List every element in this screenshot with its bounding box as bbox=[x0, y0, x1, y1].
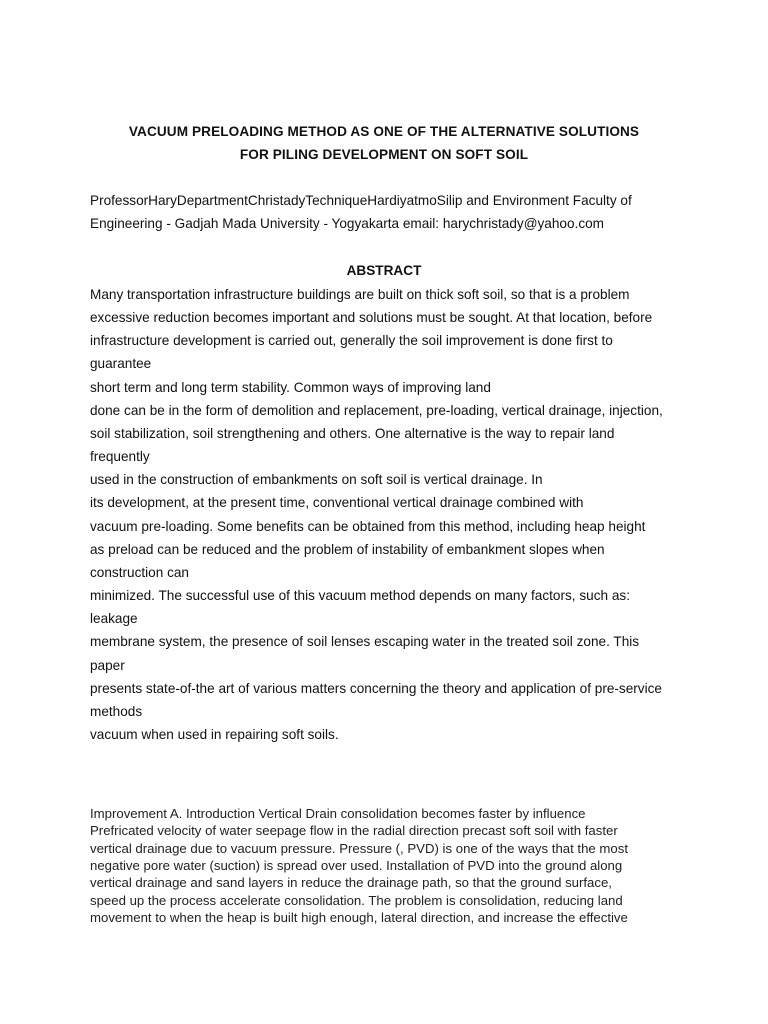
abstract-line: paper bbox=[90, 657, 125, 673]
author-affiliation bbox=[90, 189, 710, 236]
abstract-line: done can be in the form of demolition and replacement, pre-loading, vertical drainage, injection, bbox=[90, 402, 663, 418]
abstract-line: short term and long term stability. Common ways of improving land bbox=[90, 379, 491, 395]
abstract-body bbox=[90, 283, 690, 746]
intro-line: negative pore water (suction) is spread over used. Installation of PVD into the ground along bbox=[90, 858, 623, 874]
abstract-line: vacuum when used in repairing soft soils. bbox=[90, 726, 339, 742]
introduction-body bbox=[90, 805, 690, 926]
intro-line: speed up the process accelerate consolidation. The problem is consolidation, reducing land bbox=[90, 892, 623, 908]
intro-line: Prefricated velocity of water seepage flow in the radial direction precast soft soil with faster bbox=[90, 823, 618, 839]
abstract-line: guarantee bbox=[90, 356, 152, 372]
abstract-line: Many transportation infrastructure buildings are built on thick soft soil, so that is a problem bbox=[90, 287, 630, 302]
abstract-line: minimized. The successful use of this vacuum method depends on many factors, such as: bbox=[90, 588, 630, 604]
abstract-line: frequently bbox=[90, 449, 150, 465]
abstract-line: excessive reduction becomes important and solutions must be sought. At that location, before bbox=[90, 310, 653, 326]
abstract-line: vacuum pre-loading. Some benefits can be obtained from this method, including heap height bbox=[90, 518, 646, 534]
intro-line: Improvement A. Introduction Vertical Drain consolidation becomes faster by influence bbox=[90, 806, 586, 821]
author-line-1: ProfessorHaryDepartmentChristadyTechniqueHardiyatmoSilip and Environment Faculty of bbox=[90, 193, 632, 208]
abstract-line: presents state-of-the art of various matters concerning the theory and application of pre-service bbox=[90, 680, 662, 696]
intro-line: movement to when the heap is built high enough, lateral direction, and increase the effective bbox=[90, 910, 628, 926]
intro-line: vertical drainage due to vacuum pressure. Pressure (, PVD) is one of the ways that the most bbox=[90, 840, 629, 856]
abstract-line: used in the construction of embankments on soft soil is vertical drainage. In bbox=[90, 472, 543, 488]
intro-line: vertical drainage and sand layers in reduce the drainage path, so that the ground surface, bbox=[90, 875, 612, 891]
paper-title-line-2: FOR PILING DEVELOPMENT ON SOFT SOIL bbox=[239, 147, 529, 162]
abstract-line: soil stabilization, soil strengthening and others. One alternative is the way to repair land bbox=[90, 425, 615, 441]
abstract-line: infrastructure development is carried out, generally the soil improvement is done first to bbox=[90, 333, 613, 349]
abstract-line: its development, at the present time, conventional vertical drainage combined with bbox=[90, 495, 584, 511]
author-line-2: Engineering - Gadjah Mada University - Yogyakarta email: harychristady@yahoo.com bbox=[90, 216, 604, 232]
abstract-line: leakage bbox=[90, 611, 138, 627]
paper-title-line-1: VACUUM PRELOADING METHOD AS ONE OF THE ALTERNATIVE SOLUTIONS bbox=[128, 124, 640, 139]
abstract-line: as preload can be reduced and the problem of instability of embankment slopes when bbox=[90, 541, 605, 557]
abstract-line: methods bbox=[90, 703, 143, 719]
abstract-line: membrane system, the presence of soil lenses escaping water in the treated soil zone. This bbox=[90, 634, 640, 650]
abstract-line: construction can bbox=[90, 564, 189, 580]
abstract-heading: ABSTRACT bbox=[346, 263, 422, 278]
